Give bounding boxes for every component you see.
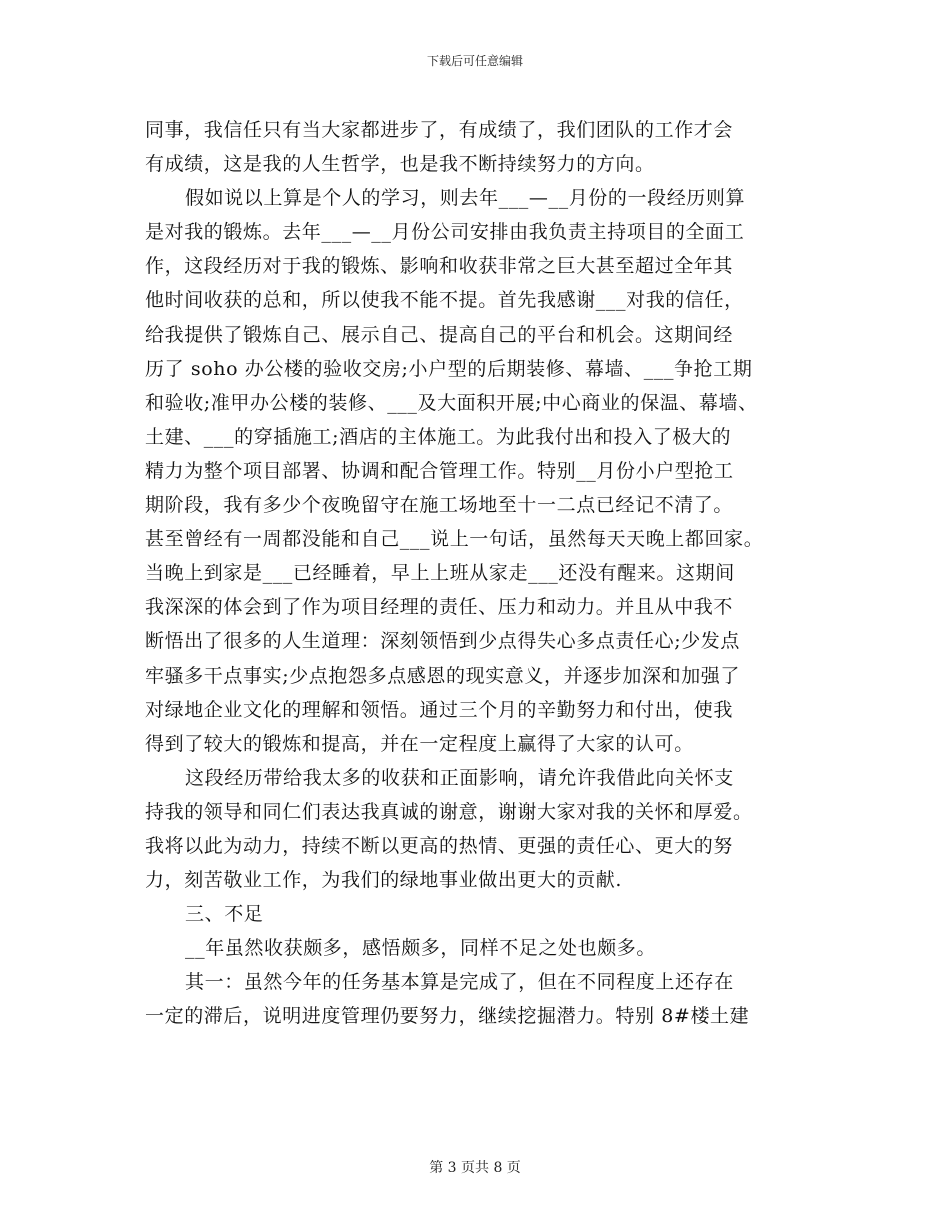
body-line: 牢骚多干点事实;少点抱怨多点感恩的现实意义，并逐步加深和加强了 xyxy=(145,664,741,687)
page-header: 下载后可任意编辑 xyxy=(426,54,523,68)
page-number: 第 3 页共 8 页 xyxy=(429,1160,521,1176)
body-line: 我深深的体会到了作为项目经理的责任、压力和动力。并且从中我不 xyxy=(145,596,734,619)
body-line: 历了 soho 办公楼的验收交房;小户型的后期装修、幕墙、___争抢工期 xyxy=(145,357,753,380)
paragraph-first-line: __年虽然收获颇多，感悟颇多，同样不足之处也颇多。 xyxy=(185,937,657,960)
paragraph-first-line: 其一：虽然今年的任务基本算是完成了，但在不同程度上还存在 xyxy=(185,971,734,994)
body-line: 力，刻苦敬业工作，为我们的绿地事业做出更大的贡献. xyxy=(145,869,623,892)
body-line: 得到了较大的锻炼和提高，并在一定程度上赢得了大家的认可。 xyxy=(145,732,694,755)
paragraph-first-line: 这段经历带给我太多的收获和正面影响，请允许我借此向关怀支 xyxy=(185,766,734,789)
body-line: 同事，我信任只有当大家都进步了，有成绩了，我们团队的工作才会 xyxy=(145,119,734,141)
body-line: 有成绩，这是我的人生哲学，也是我不断持续努力的方向。 xyxy=(145,153,655,176)
body-line: 当晚上到家是___已经睡着，早上上班从家走___还没有醒来。这期间 xyxy=(145,562,735,585)
section-heading: 三、不足 xyxy=(185,903,264,926)
body-line: 断悟出了很多的人生道理：深刻领悟到少点得失心多点责任心;少发点 xyxy=(145,630,741,653)
document-body xyxy=(145,113,825,1034)
body-line: 持我的领导和同仁们表达我真诚的谢意，谢谢大家对我的关怀和厚爱。 xyxy=(145,800,753,823)
body-line: 是对我的锻炼。去年___—__月份公司安排由我负责主持项目的全面工 xyxy=(145,221,745,244)
paragraph-first-line: 假如说以上算是个人的学习，则去年___—__月份的一段经历则算 xyxy=(185,187,746,210)
body-line: 给我提供了锻炼自己、展示自己、提高自己的平台和机会。这期间经 xyxy=(145,323,734,346)
body-line: 精力为整个项目部署、协调和配合管理工作。特别__月份小户型抢工 xyxy=(145,459,734,482)
body-line: 和验收;准甲办公楼的装修、___及大面积开展;中心商业的保温、幕墙、 xyxy=(145,391,758,414)
body-line: 期阶段，我有多少个夜晚留守在施工场地至十一二点已经记不清了。 xyxy=(145,494,734,517)
body-line: 他时间收获的总和，所以使我不能不提。首先我感谢___对我的信任， xyxy=(145,289,744,312)
body-line: 对绿地企业文化的理解和领悟。通过三个月的辛勤努力和付出，使我 xyxy=(145,698,734,721)
body-line: 我将以此为动力，持续不断以更高的热情、更强的责任心、更大的努 xyxy=(145,834,734,857)
body-line: 甚至曾经有一周都没能和自己___说上一句话，虽然每天天晚上都回家。 xyxy=(145,528,764,551)
body-line: 一定的滞后，说明进度管理仍要努力，继续挖掘潜力。特别 8#楼土建 xyxy=(145,1005,750,1028)
body-line: 土建、___的穿插施工;酒店的主体施工。为此我付出和投入了极大的 xyxy=(145,425,732,448)
body-line: 作，这段经历对于我的锻炼、影响和收获非常之巨大甚至超过全年其 xyxy=(145,255,734,278)
